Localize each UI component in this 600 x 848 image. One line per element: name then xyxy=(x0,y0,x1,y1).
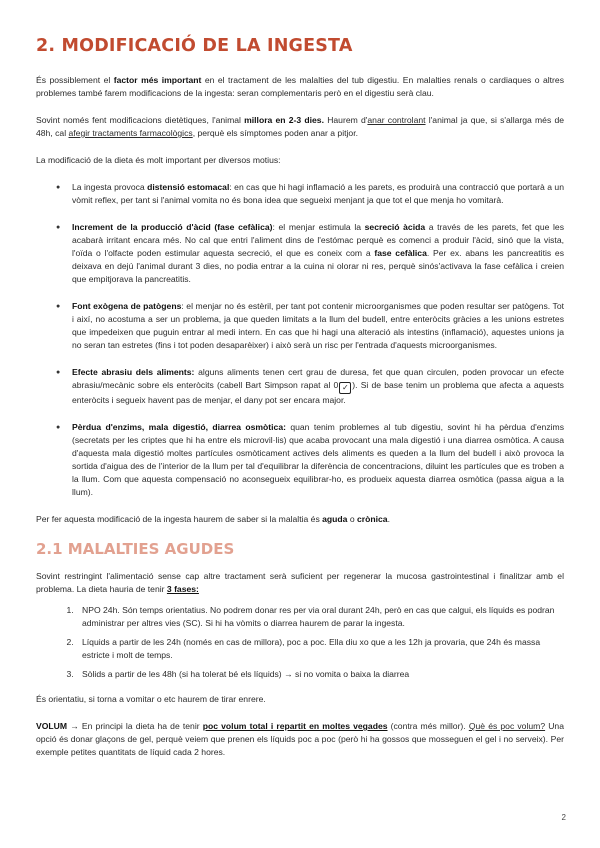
closing-paragraph: Per fer aquesta modificació de la ingesta haurem de saber si la malaltia és aguda o crònica. xyxy=(36,514,390,524)
phases-list xyxy=(36,604,564,681)
reasons-list xyxy=(36,181,564,499)
list-item: ● Pèrdua d'enzims, mala digestió, diarrea osmòtica: quan tenim problemes al tub digestiu, sovint hi ha pèrdua d'enzims (secretats per les criptes que hi ha entre els microvil·lis) que acaba provocant una mala digestió i una diarrea osmòtica. A causa d'aquesta mala digestió moltes partícules osmòticament actives dels aliments es queden a la llum del budell i això provoca la sortida d'aigua des de l'interior de la llum per tal d'equilibrar la diferència de concentracions, diluint les partícules que es troben a la llum. Com que aquesta compensació no aconsegueix equilibrar-ho, es produeix aquesta diarrea osmòtica (passa aigua a la llum). xyxy=(56,421,564,499)
list-item: ● La ingesta provoca distensió estomacal: en cas que hi hagi inflamació a les parets, es produirà una contracció que portarà a un vòmit reflex, per tant si l'animal vomita no és bona idea que segueixi menjant ja que tot el que menja ho vomitarà. xyxy=(56,181,564,207)
list-item: ● Increment de la producció d'àcid (fase cefàlica): el menjar estimula la secreció àcida a través de les parets, fet que les acabarà irritant encara més. No cal que entri l'aliment dins de l'estómac perquè es comenci a produir l'àcid, sinó que la vista, l'oïda o l'olfacte poden estimular aquesta secreció, el que es coneix com a fase cefàlica. Per ex. abans les pancreatitis es deixava en dejú l'animal durant 3 dies, no podia entrar a la cuina ni olorar ni res, perquè sinós'activava la fase cefàlica i creien que empitjorava la pancreatitis. xyxy=(56,221,564,286)
list-item: ● Efecte abrasiu dels aliments: alguns aliments tenen cert grau de duresa, fet que quan circulen, poden provocar un efecte abrasiu/mecànic sobre els enteròcits (cabell Bart Simpson rapat al 0 ✓ ). Si de base tenim un problema que afecta a aquests enteròcits i segueix havent pas de menjar, el dany pot ser encara major. xyxy=(56,366,564,407)
page-number: 2 xyxy=(561,813,566,822)
acute-paragraph-1: Sovint restringint l'alimentació sense cap altre tractament serà suficient per regenerar la mucosa gastrointestinal i finalitzar amb el problema. La dieta hauria de tenir 3 fases: xyxy=(36,571,564,594)
phase-item: 2. Líquids a partir de les 24h (només en cas de millora), poc a poc. Ella diu xo que a les 12h ja provaria, que 24h és massa estricte i molt de temps. xyxy=(76,636,564,662)
intro-paragraph-3: La modificació de la dieta és molt important per diversos motius: xyxy=(36,155,281,165)
acute-paragraph-2: És orientatiu, si torna a vomitar o etc haurem de tirar enrere. xyxy=(36,694,266,704)
phase-item: 1. NPO 24h. Són temps orientatius. No podrem donar res per via oral durant 24h, però en cas que calgui, els líquids es podran administrar per altres vies (SC). Si hi ha vòmits o diarrea haurem de parar la ingesta. xyxy=(76,604,564,630)
subsection-title: 2.1 MALALTIES AGUDES xyxy=(36,540,235,558)
checkmark-icon: ✓ xyxy=(339,382,351,394)
phase-item: 3. Sòlids a partir de les 48h (si ha tolerat bé els líquids) → si no vomita o baixa la diarrea xyxy=(76,668,564,681)
intro-paragraph-2: Sovint només fent modificacions dietètiques, l'animal millora en 2-3 dies. Haurem d'anar controlant l'animal ja que, si s'allarga més de 48h, cal afegir tractaments farmacològics, perquè els símptomes poden anar a pitjor. xyxy=(36,115,565,138)
volume-paragraph: VOLUM → En principi la dieta ha de tenir poc volum total i repartit en moltes vegades (contra més millor). Què és poc volum? Una opció és donar glaçons de gel, perquè veiem que prenen els líquids poc a poc (però hi ha gossos que mosseguen el gel i no serveix). Per exemple petites quantitats de líquid cada 2 hores. xyxy=(36,721,564,757)
intro-paragraph-1: És possiblement el factor més important en el tractament de les malalties del tub digestiu. En malalties renals o cardiaques o altres problemes també farem modificacions de la ingesta: seran complementaris però en el digestiu serà clau. xyxy=(36,75,564,98)
list-item: ● Font exògena de patògens: el menjar no és estèril, per tant pot contenir microorganismes que poden resultar ser patògens. Tot i així, no acostuma a ser un problema, ja que queden limitats a la llum del budell, entre enteròcits gràcies a les unions estretes que impedeixen que puguin entrar al medi intern. En cas que hi hagi una alteració als intestins (inflamació), aquestes unions ja no seran tan estretes (fins i tot poden desaparèixer) i això serà un risc per l'entrada d'aquests microorganismes. xyxy=(56,300,564,352)
section-title: 2. MODIFICACIÓ DE LA INGESTA xyxy=(36,36,353,56)
